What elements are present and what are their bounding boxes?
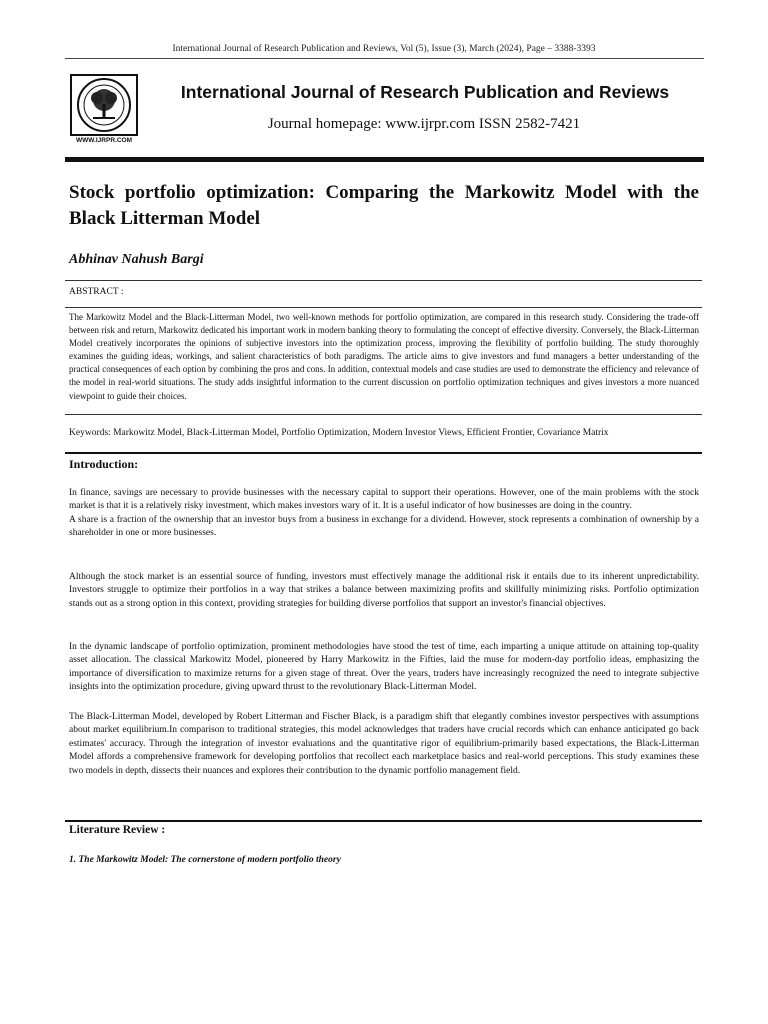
literature-subheading: 1. The Markowitz Model: The cornerstone of modern portfolio theory [69, 855, 341, 865]
journal-homepage[interactable]: Journal homepage: www.ijrpr.com ISSN 2582-7421 [267, 116, 581, 132]
intro-paragraph-1-text: In finance, savings are necessary to provide businesses with the necessary capital to support their operations. However, one of the main problems with the stock market is that it is a relatively risky investment, which makes investors wary of it. It is a useful indicator of how businesses are doing in the country. [69, 488, 699, 512]
abstract-label-rule [65, 307, 702, 308]
author-name: Abhinav Nahush Bargi [69, 252, 204, 267]
literature-review-heading: Literature Review : [69, 824, 166, 836]
journal-name: International Journal of Research Publication and Reviews [180, 82, 670, 102]
intro-paragraph-1 [69, 487, 699, 541]
masthead-rule [65, 157, 704, 162]
intro-rule [65, 452, 702, 454]
intro-paragraph-3: Although the stock market is an essential source of funding, investors must effectively manage the additional risk it entails due to its inherent unpredictability. Investors struggle to optimize their portfolios in a way that strikes a balance between maximizing profits and skillfully minimizing risks. Portfolio optimization stands out as a strong option in this context, providing strategies for building diverse portfolios that support an investor's financial objectives. [69, 572, 699, 609]
tree-seal-icon [69, 74, 139, 136]
intro-paragraph-5: The Black-Litterman Model, developed by Robert Litterman and Fischer Black, is a paradigm shift that elegantly combines investor perspectives with assumptions about market equilibrium.In comparison to traditional strategies, this model acknowledges that traders have crucial records which can enhance anticipated go back estimates' accuracy. Through the integration of investor evaluations and the quantitative rigor of equilibrium-primarily based expectations, the Black-Litterman Model affords a comprehensive framework for developing portfolios that recollect each marketplace basics and real-world perceptions. This study examines these two models in depth, dissects their nuances and explores their contribution to the dynamic portfolio management field. [69, 712, 699, 776]
logo-caption: WWW.IJRPR.COM [76, 137, 132, 144]
intro-paragraph-2-text: A share is a fraction of the ownership that an investor buys from a business in exchange for a dividend. However, stock represents a combination of ownership by a shareholder in one or more businesses. [69, 514, 699, 539]
header-rule [65, 58, 704, 59]
intro-paragraph-4: In the dynamic landscape of portfolio optimization, prominent methodologies have stood the test of time, each imparting a unique attitude on attaining top-quality asset allocation. The classical Markowitz Model, pioneered by Harry Markowitz in the Fifties, laid the muse for modern-day portfolio ideas, emphasizing the importance of diversification to maximize returns for a given stage of threat. Over the years, traders have increasingly recognized the need to integrate subjective insights into the optimization procedure, giving upward thrust to the revolutionary Black-Litterman Model. [69, 642, 699, 693]
literature-rule [65, 820, 702, 822]
abstract-label: ABSTRACT : [69, 287, 124, 297]
keywords: Keywords: Markowitz Model, Black-Litterman Model, Portfolio Optimization, Modern Investor Views, Efficient Frontier, Covariance Matrix [69, 428, 609, 438]
introduction-heading: Introduction: [69, 457, 139, 471]
abstract-bottom-rule [65, 414, 702, 415]
paper-title: Stock portfolio optimization: Comparing the Markowitz Model with the Black Litterman Model [69, 182, 699, 229]
running-header: International Journal of Research Publication and Reviews, Vol (5), Issue (3), March (2024), Page – 3388-3393 [172, 44, 596, 54]
abstract-top-rule [65, 280, 702, 281]
abstract-body: The Markowitz Model and the Black-Litterman Model, two well-known methods for portfolio optimization, are compared in this research study. Considering the trade-off between risk and return, Markowitz dedicated his important work in modern banking theory to formulating the concept of effective diversity. Conversely, the Black-Litterman Model creatively incorporates the opinions of subjective investors into the optimization process, improving the flexibility of portfolio building. The study thoroughly examines the guiding ideas, workings, and salient characteristics of both paradigms. The article aims to give investors and fund managers a better understanding of the practical consequences of each option by combining the pros and cons. In addition, contextual models and case studies are used to demonstrate the efficiency and relevance of the model in real-world situations. The study adds insightful information to the current discussion on portfolio optimization techniques and gives investors a more nuanced viewpoint to guide their choices. [69, 312, 699, 401]
